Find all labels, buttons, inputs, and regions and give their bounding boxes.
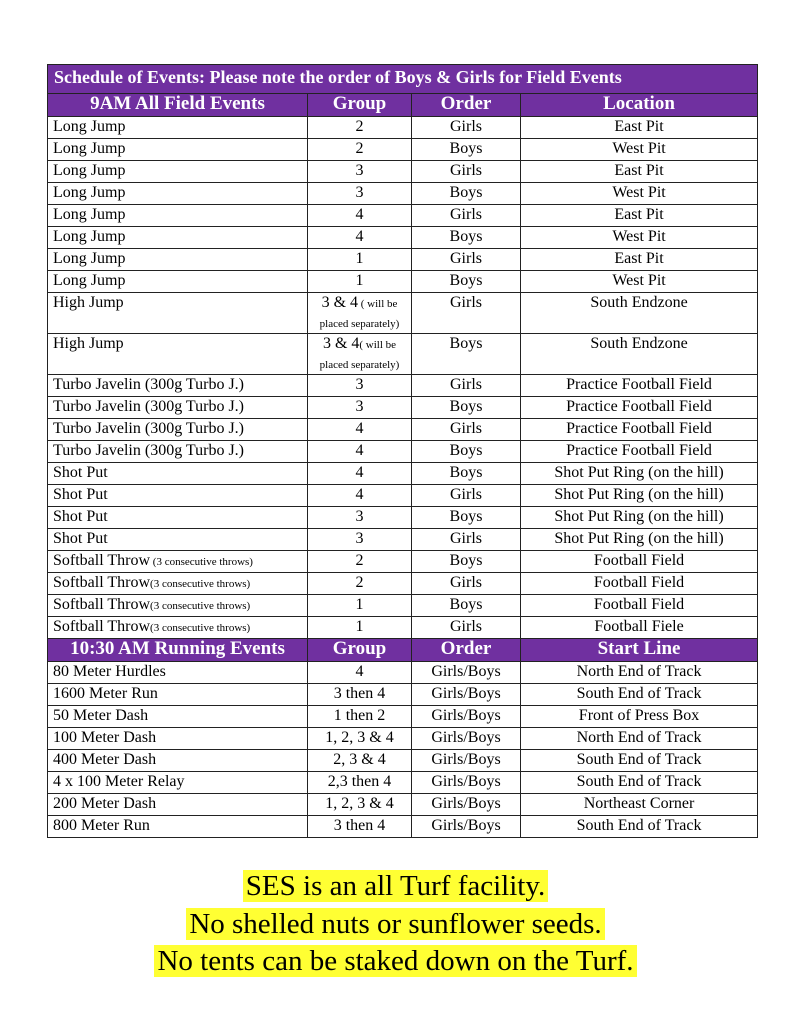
cell-event	[48, 397, 308, 419]
note-nuts: No shelled nuts or sunflower seeds.	[186, 908, 604, 940]
cell-event	[48, 249, 308, 271]
table-row	[48, 706, 758, 728]
table-row	[48, 161, 758, 183]
cell-event	[48, 662, 308, 684]
note-text: (3 consecutive throws)	[150, 556, 253, 568]
cell-group	[308, 183, 412, 205]
order-text: Girls/Boys	[431, 729, 501, 746]
order-text: Boys	[449, 184, 483, 201]
cell-group	[308, 117, 412, 139]
location-text: South Endzone	[590, 335, 688, 352]
cell-group	[308, 271, 412, 293]
col-group: Group	[308, 639, 412, 662]
cell-group	[308, 293, 412, 334]
cell-order	[412, 419, 521, 441]
note-text: (3 consecutive throws)	[150, 600, 251, 612]
event-text: 100 Meter Dash	[53, 729, 157, 746]
event-text: Shot Put	[53, 486, 108, 503]
event-text: Turbo Javelin (300g Turbo J.)	[53, 420, 244, 437]
cell-event	[48, 529, 308, 551]
cell-event	[48, 117, 308, 139]
event-text: 1600 Meter Run	[53, 685, 158, 702]
location-text: Practice Football Field	[566, 376, 712, 393]
cell-event	[48, 375, 308, 397]
cell-location	[521, 205, 758, 227]
cell-location	[521, 794, 758, 816]
cell-location	[521, 249, 758, 271]
location-text: East Pit	[614, 206, 664, 223]
cell-order	[412, 551, 521, 573]
cell-order	[412, 728, 521, 750]
cell-order	[412, 684, 521, 706]
table-row	[48, 139, 758, 161]
order-text: Girls	[450, 376, 482, 393]
location-text: Practice Football Field	[566, 420, 712, 437]
order-text: Girls/Boys	[431, 751, 501, 768]
location-text: Football Field	[593, 552, 685, 569]
group-text: 1, 2, 3 & 4	[325, 795, 394, 812]
group-text: 2	[355, 118, 364, 135]
cell-order	[412, 816, 521, 838]
group-text: 1	[355, 250, 364, 267]
cell-group	[308, 334, 412, 375]
cell-event	[48, 271, 308, 293]
cell-event	[48, 507, 308, 529]
order-text: Boys	[449, 398, 483, 415]
cell-event	[48, 772, 308, 794]
location-text: Football Field	[593, 574, 685, 591]
order-text: Girls	[450, 162, 482, 179]
group-text: 2, 3 & 4	[333, 751, 386, 768]
cell-location	[521, 271, 758, 293]
order-text: Girls	[450, 574, 482, 591]
cell-group	[308, 463, 412, 485]
cell-group	[308, 507, 412, 529]
cell-location	[521, 706, 758, 728]
cell-location	[521, 117, 758, 139]
order-text: Girls	[450, 420, 482, 437]
location-text: Front of Press Box	[578, 707, 700, 724]
location-text: Practice Football Field	[566, 398, 712, 415]
order-text: Boys	[449, 442, 483, 459]
group-text: 4	[355, 464, 364, 481]
cell-location	[521, 419, 758, 441]
cell-location	[521, 375, 758, 397]
table-row	[48, 334, 758, 375]
cell-location	[521, 161, 758, 183]
event-text: 50 Meter Dash	[53, 707, 149, 724]
cell-group	[308, 227, 412, 249]
group-text: 3 then 4	[333, 817, 386, 834]
event-text: Softball Throw	[53, 552, 151, 569]
location-text: Shot Put Ring (on the hill)	[554, 530, 724, 547]
note-text: ( will be placed separately)	[319, 339, 400, 371]
cell-location	[521, 334, 758, 375]
cell-group	[308, 375, 412, 397]
group-text: 4	[355, 442, 364, 459]
order-text: Girls/Boys	[431, 707, 501, 724]
cell-event	[48, 794, 308, 816]
order-text: Boys	[449, 140, 483, 157]
cell-group	[308, 485, 412, 507]
cell-order	[412, 227, 521, 249]
location-text: Practice Football Field	[566, 442, 712, 459]
group-text: 3 & 4	[321, 294, 359, 311]
event-text: Long Jump	[53, 162, 126, 179]
col-group: Group	[308, 94, 412, 117]
cell-event	[48, 463, 308, 485]
group-text: 2	[355, 574, 364, 591]
cell-location	[521, 595, 758, 617]
col-event: 9AM All Field Events	[48, 94, 308, 117]
location-text: West Pit	[612, 184, 666, 201]
cell-location	[521, 293, 758, 334]
event-text: Softball Throw	[53, 596, 151, 613]
table-row	[48, 463, 758, 485]
table-row	[48, 617, 758, 639]
location-text: South End of Track	[576, 773, 702, 790]
cell-order	[412, 161, 521, 183]
order-text: Girls	[450, 250, 482, 267]
running-header-row	[48, 639, 758, 662]
event-text: Long Jump	[53, 250, 126, 267]
cell-location	[521, 139, 758, 161]
cell-order	[412, 441, 521, 463]
cell-event	[48, 573, 308, 595]
cell-group	[308, 617, 412, 639]
cell-location	[521, 183, 758, 205]
event-text: Long Jump	[53, 184, 126, 201]
cell-location	[521, 441, 758, 463]
event-text: 400 Meter Dash	[53, 751, 157, 768]
event-text: High Jump	[53, 294, 124, 311]
cell-event	[48, 205, 308, 227]
order-text: Girls	[450, 530, 482, 547]
cell-group	[308, 772, 412, 794]
location-text: Northeast Corner	[583, 795, 695, 812]
group-text: 4	[355, 228, 364, 245]
event-text: 80 Meter Hurdles	[53, 663, 166, 680]
cell-location	[521, 662, 758, 684]
order-text: Girls/Boys	[431, 795, 501, 812]
schedule-table	[47, 64, 758, 838]
event-text: Shot Put	[53, 508, 108, 525]
col-location: Location	[521, 94, 758, 117]
cell-location	[521, 573, 758, 595]
cell-group	[308, 441, 412, 463]
table-row	[48, 529, 758, 551]
schedule-title: Schedule of Events: Please note the order of Boys & Girls for Field Events	[48, 65, 758, 94]
group-text: 3	[355, 398, 364, 415]
cell-event	[48, 595, 308, 617]
table-row	[48, 205, 758, 227]
cell-group	[308, 706, 412, 728]
cell-event	[48, 816, 308, 838]
cell-event	[48, 684, 308, 706]
table-row	[48, 794, 758, 816]
location-text: Football Fiele	[594, 618, 684, 635]
note-text: ( will be placed separately)	[319, 298, 400, 330]
group-text: 3	[355, 530, 364, 547]
col-start-line: Start Line	[521, 639, 758, 662]
cell-order	[412, 706, 521, 728]
group-text: 3	[355, 508, 364, 525]
order-text: Girls/Boys	[431, 663, 501, 680]
order-text: Boys	[449, 552, 483, 569]
table-row	[48, 249, 758, 271]
location-text: Football Field	[593, 596, 685, 613]
cell-order	[412, 397, 521, 419]
cell-event	[48, 293, 308, 334]
cell-order	[412, 507, 521, 529]
cell-order	[412, 463, 521, 485]
location-text: East Pit	[614, 250, 664, 267]
event-text: Long Jump	[53, 140, 126, 157]
event-text: Turbo Javelin (300g Turbo J.)	[53, 398, 244, 415]
order-text: Girls	[450, 118, 482, 135]
col-order: Order	[412, 639, 521, 662]
event-text: Shot Put	[53, 464, 108, 481]
cell-order	[412, 205, 521, 227]
cell-location	[521, 529, 758, 551]
col-order: Order	[412, 94, 521, 117]
cell-order	[412, 485, 521, 507]
cell-location	[521, 617, 758, 639]
cell-group	[308, 139, 412, 161]
group-text: 1	[355, 596, 364, 613]
order-text: Girls	[450, 294, 482, 311]
location-text: South End of Track	[576, 751, 702, 768]
table-row	[48, 750, 758, 772]
cell-location	[521, 684, 758, 706]
group-text: 1	[355, 618, 364, 635]
event-text: Softball Throw	[53, 574, 151, 591]
cell-event	[48, 551, 308, 573]
cell-location	[521, 485, 758, 507]
cell-event	[48, 227, 308, 249]
group-text: 2	[355, 552, 364, 569]
cell-location	[521, 227, 758, 249]
cell-order	[412, 772, 521, 794]
group-text: 1, 2, 3 & 4	[325, 729, 394, 746]
cell-group	[308, 551, 412, 573]
location-text: West Pit	[612, 228, 666, 245]
order-text: Boys	[449, 464, 483, 481]
cell-group	[308, 419, 412, 441]
order-text: Girls	[450, 206, 482, 223]
table-row	[48, 507, 758, 529]
table-row	[48, 816, 758, 838]
event-text: 200 Meter Dash	[53, 795, 157, 812]
table-row	[48, 117, 758, 139]
cell-order	[412, 293, 521, 334]
cell-order	[412, 139, 521, 161]
table-row	[48, 684, 758, 706]
cell-group	[308, 529, 412, 551]
table-row	[48, 662, 758, 684]
table-row	[48, 551, 758, 573]
event-text: Shot Put	[53, 530, 108, 547]
order-text: Boys	[449, 596, 483, 613]
cell-order	[412, 595, 521, 617]
note-tents: No tents can be staked down on the Turf.	[154, 945, 636, 977]
group-text: 3	[355, 184, 364, 201]
cell-order	[412, 271, 521, 293]
event-text: 4 x 100 Meter Relay	[53, 773, 185, 790]
group-text: 3	[355, 162, 364, 179]
cell-group	[308, 750, 412, 772]
location-text: East Pit	[614, 162, 664, 179]
group-text: 1	[355, 272, 364, 289]
group-text: 3 & 4	[322, 335, 360, 352]
cell-location	[521, 551, 758, 573]
table-row	[48, 183, 758, 205]
cell-order	[412, 573, 521, 595]
location-text: South Endzone	[590, 294, 688, 311]
cell-location	[521, 772, 758, 794]
order-text: Girls/Boys	[431, 773, 501, 790]
event-text: Softball Throw	[53, 618, 151, 635]
note-turf: SES is an all Turf facility.	[243, 870, 548, 902]
event-text: Long Jump	[53, 272, 126, 289]
table-row	[48, 595, 758, 617]
cell-event	[48, 419, 308, 441]
cell-location	[521, 397, 758, 419]
order-text: Boys	[449, 272, 483, 289]
location-text: North End of Track	[576, 729, 702, 746]
group-text: 4	[355, 420, 364, 437]
cell-group	[308, 595, 412, 617]
cell-order	[412, 117, 521, 139]
group-text: 3 then 4	[333, 685, 386, 702]
cell-group	[308, 161, 412, 183]
location-text: East Pit	[614, 118, 664, 135]
cell-event	[48, 750, 308, 772]
cell-order	[412, 662, 521, 684]
location-text: North End of Track	[576, 663, 702, 680]
facility-notes	[0, 868, 791, 981]
group-text: 4	[355, 663, 364, 680]
cell-order	[412, 249, 521, 271]
cell-location	[521, 816, 758, 838]
group-text: 2,3 then 4	[327, 773, 392, 790]
location-text: South End of Track	[576, 685, 702, 702]
cell-event	[48, 485, 308, 507]
cell-order	[412, 750, 521, 772]
cell-group	[308, 573, 412, 595]
table-row	[48, 375, 758, 397]
cell-order	[412, 183, 521, 205]
event-text: High Jump	[53, 335, 124, 352]
table-row	[48, 485, 758, 507]
table-row	[48, 419, 758, 441]
cell-event	[48, 617, 308, 639]
table-row	[48, 227, 758, 249]
cell-order	[412, 794, 521, 816]
cell-event	[48, 728, 308, 750]
location-text: Shot Put Ring (on the hill)	[554, 486, 724, 503]
group-text: 2	[355, 140, 364, 157]
event-text: 800 Meter Run	[53, 817, 150, 834]
cell-event	[48, 161, 308, 183]
note-text: (3 consecutive throws)	[150, 622, 251, 634]
cell-order	[412, 334, 521, 375]
cell-event	[48, 441, 308, 463]
location-text: South End of Track	[576, 817, 702, 834]
group-text: 1 then 2	[333, 707, 386, 724]
cell-group	[308, 397, 412, 419]
order-text: Boys	[449, 508, 483, 525]
cell-event	[48, 183, 308, 205]
cell-event	[48, 334, 308, 375]
field-header-row	[48, 94, 758, 117]
cell-group	[308, 728, 412, 750]
cell-event	[48, 139, 308, 161]
event-text: Turbo Javelin (300g Turbo J.)	[53, 376, 244, 393]
event-text: Long Jump	[53, 118, 126, 135]
event-text: Turbo Javelin (300g Turbo J.)	[53, 442, 244, 459]
cell-location	[521, 750, 758, 772]
cell-group	[308, 684, 412, 706]
cell-location	[521, 463, 758, 485]
location-text: Shot Put Ring (on the hill)	[554, 464, 724, 481]
cell-order	[412, 375, 521, 397]
cell-group	[308, 249, 412, 271]
table-row	[48, 728, 758, 750]
cell-event	[48, 706, 308, 728]
table-row	[48, 573, 758, 595]
group-text: 3	[355, 376, 364, 393]
group-text: 4	[355, 206, 364, 223]
table-row	[48, 293, 758, 334]
table-row	[48, 441, 758, 463]
table-row	[48, 772, 758, 794]
cell-group	[308, 816, 412, 838]
cell-order	[412, 617, 521, 639]
note-text: (3 consecutive throws)	[150, 578, 251, 590]
cell-group	[308, 662, 412, 684]
order-text: Girls	[450, 618, 482, 635]
cell-location	[521, 728, 758, 750]
col-event: 10:30 AM Running Events	[48, 639, 308, 662]
order-text: Boys	[449, 335, 483, 352]
event-text: Long Jump	[53, 206, 126, 223]
cell-group	[308, 794, 412, 816]
order-text: Girls	[450, 486, 482, 503]
location-text: West Pit	[612, 272, 666, 289]
group-text: 4	[355, 486, 364, 503]
event-text: Long Jump	[53, 228, 126, 245]
table-row	[48, 271, 758, 293]
cell-group	[308, 205, 412, 227]
cell-order	[412, 529, 521, 551]
cell-location	[521, 507, 758, 529]
order-text: Boys	[449, 228, 483, 245]
order-text: Girls/Boys	[431, 817, 501, 834]
location-text: Shot Put Ring (on the hill)	[554, 508, 724, 525]
order-text: Girls/Boys	[431, 685, 501, 702]
table-row	[48, 397, 758, 419]
location-text: West Pit	[612, 140, 666, 157]
